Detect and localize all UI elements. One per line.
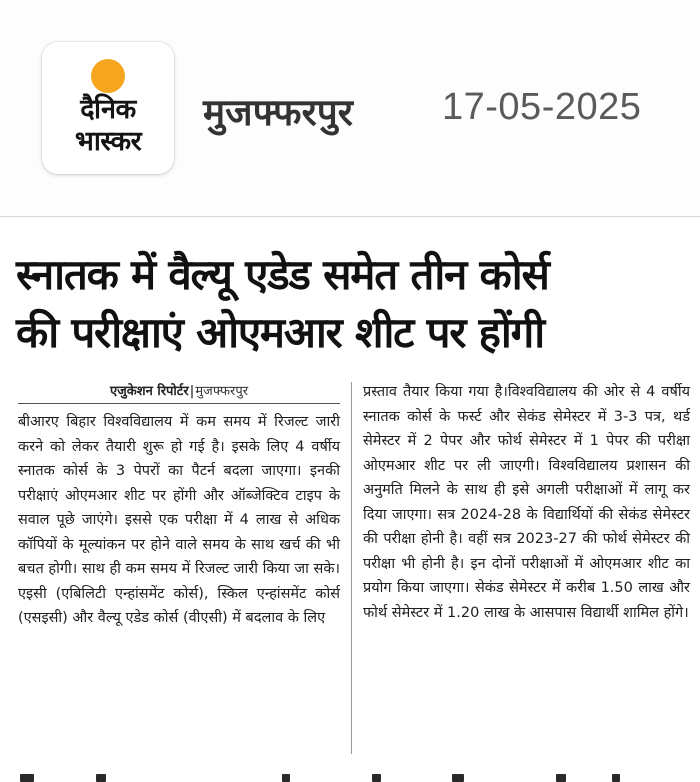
article-body-left: बीआरए बिहार विश्वविद्यालय में कम समय में रिजल्ट जारी करने को लेकर तैयारी शुरू हो गई है। इसके लिए 4 वर्षीय स्नातक कोर्स के 3 पेपरों का पैटर्न बदला जाएगा। इनकी परीक्षाएं ओएमआर शीट पर होंगी और ऑब्जेक्टिव टाइप के सवाल पूछे जाएंगे। इससे एक परीक्षा में 4 लाख से अधिक कॉपियों के मूल्यांकन पर होने वाले समय के साथ खर्च की भी बचत होगी। साथ ही कम समय में रिजल्ट जारी किया जा सके। एइसी (एबिलिटी एन्हांसमेंट कोर्स), स्किल एन्हांसमेंट कोर्स (एसइसी) और वैल्यू एडेड कोर्स (वीएसी) में बदलाव के लिए xyxy=(18,414,340,626)
byline-rule xyxy=(18,403,340,404)
byline xyxy=(18,380,340,406)
byline-reporter: एजुकेशन रिपोर्टर xyxy=(109,384,189,399)
column-divider xyxy=(351,382,352,754)
article-body-right: प्रस्ताव तैयार किया गया है।विश्वविद्यालय की ओर से 4 वर्षीय स्नातक कोर्स के फर्स्ट और सेकंड सेमेस्टर में 3-3 पत्र, थर्ड सेमेस्टर में 2 पेपर और फोर्थ सेमेस्टर में 1 पेपर की परीक्षा ओएमआर शीट पर ली जाएगी। विश्वविद्यालय प्रशासन की अनुमति मिलने के साथ ही इसे अगली परीक्षाओं में लागू कर दिया जाएगा। सत्र 2024-28 के विद्यार्थियों की सेकंड सेमेस्टर की परीक्षा होनी है। वहीं सत्र 2023-27 की फोर्थ सेमेस्टर की परीक्षा भी होनी है। इन दोनों परीक्षाओं में ओएमआर शीट का प्रयोग किया जाएगा। सेकंड सेमेस्टर में करीब 1.50 लाख और फोर्थ सेमेस्टर में 1.20 लाख के आसपास विद्यार्थी शामिल होंगे। xyxy=(363,384,690,621)
logo-word-dainik: दैनिक xyxy=(80,94,136,125)
edition-city: मुजफ्फरपुर xyxy=(203,91,353,134)
next-article-strip xyxy=(0,770,700,782)
strip-mark xyxy=(372,774,381,782)
strip-mark xyxy=(612,774,620,782)
dainik-bhaskar-logo xyxy=(42,42,174,174)
article-column-left xyxy=(18,380,340,631)
article-headline xyxy=(16,246,688,362)
edition-date: 17-05-2025 xyxy=(442,86,642,128)
logo-word-bhaskar: भास्कर xyxy=(74,126,142,157)
strip-mark xyxy=(282,774,290,782)
strip-mark xyxy=(556,774,566,782)
byline-separator: | xyxy=(189,384,195,399)
byline-text xyxy=(106,384,252,399)
strip-mark xyxy=(96,774,106,782)
strip-mark xyxy=(20,774,34,782)
article-column-right xyxy=(363,380,690,625)
strip-mark xyxy=(452,774,464,782)
sun-icon xyxy=(91,59,125,93)
page-header xyxy=(0,0,700,217)
headline-line-1: स्नातक में वैल्यू एडेड समेत तीन कोर्स xyxy=(16,250,549,299)
headline-line-2: की परीक्षाएं ओएमआर शीट पर होंगी xyxy=(16,308,544,357)
byline-place: मुजफ्फरपुर xyxy=(195,384,249,399)
